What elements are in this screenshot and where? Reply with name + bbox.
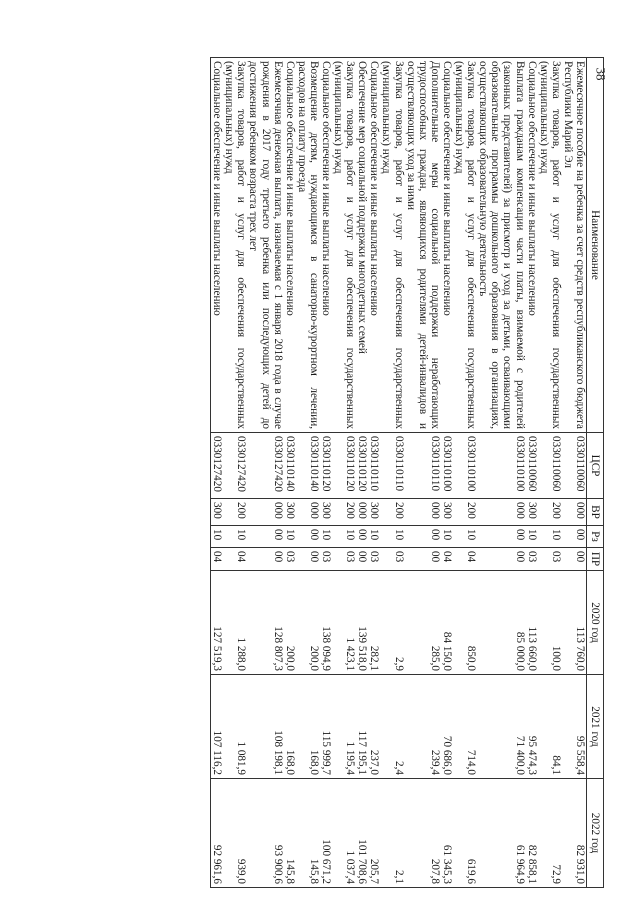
row-y2022 <box>380 779 404 888</box>
row-y2021 <box>223 675 247 779</box>
cell-y2020: 85 000,0 <box>513 631 526 671</box>
cell-pr: 03 <box>283 551 296 563</box>
cell-csr: 0330110140 <box>283 436 296 492</box>
row-y2020 <box>296 571 332 675</box>
row-y2020 <box>332 571 380 675</box>
cell-vr: 200 <box>344 502 357 519</box>
cell-rz: 00 <box>307 529 320 541</box>
cell-y2020: 138 094,9 <box>320 626 333 671</box>
row-y2022 <box>332 779 380 888</box>
cell-rz: 10 <box>465 529 478 541</box>
row-pr <box>332 548 380 571</box>
row-y2022 <box>296 779 332 888</box>
cell-csr: 0330110110 <box>392 436 405 492</box>
header-2021: 2021 год <box>587 675 604 779</box>
cell-pr: 00 <box>307 551 320 563</box>
row-vr <box>223 499 247 526</box>
table-row <box>562 58 587 888</box>
cell-pr: 03 <box>525 551 538 563</box>
row-y2020 <box>211 571 224 675</box>
cell-y2022: 205,7 <box>368 858 381 884</box>
cell-csr: 0330127420 <box>271 436 284 492</box>
table-header-row <box>587 58 604 888</box>
cell-y2022: 619,6 <box>465 858 478 884</box>
row-name <box>247 58 295 433</box>
row-y2020 <box>223 571 247 675</box>
row-name: Закупка товаров, работ и услуг для обеспечения государственных (муниципальных) нужд <box>223 58 247 433</box>
row-y2021 <box>247 675 295 779</box>
row-y2020 <box>453 571 477 675</box>
row-rz <box>405 526 453 548</box>
cell-vr: 000 <box>271 502 284 519</box>
row-name-line: Социальное обеспечение и иные выплаты населению <box>368 61 381 316</box>
table-row <box>223 58 247 888</box>
cell-y2020: 200,0 <box>307 645 320 671</box>
cell-vr: 200 <box>549 502 562 519</box>
cell-vr: 300 <box>368 502 381 519</box>
header-rz: Рз <box>587 526 604 548</box>
cell-vr: 300 <box>320 502 333 519</box>
cell-pr: 00 <box>428 551 441 563</box>
row-rz <box>211 526 224 548</box>
cell-csr: 0330110100 <box>440 436 453 492</box>
row-name-line: Ежемесячная денежная выплата, назначаемая с 1 января 2018 года в случае рождения в 2017 году третьего ребенка или последующих детей до достижения ребенком возраста трех лет <box>247 61 284 429</box>
row-csr <box>562 433 587 499</box>
row-y2021 <box>477 675 537 779</box>
cell-pr: 04 <box>440 551 453 563</box>
row-name <box>477 58 537 433</box>
cell-pr: 03 <box>344 551 357 563</box>
row-name-line: Закупка товаров, работ и услуг для обеспечения государственных (муниципальных) нужд <box>332 61 357 429</box>
cell-y2022: 61 345,3 <box>440 844 453 884</box>
row-vr <box>332 499 380 526</box>
header-2020: 2020 год <box>587 571 604 675</box>
row-name: Закупка товаров, работ и услуг для обеспечения государственных (муниципальных) нужд <box>538 58 562 433</box>
cell-y2022: 145,8 <box>307 858 320 884</box>
cell-rz: 10 <box>392 529 405 541</box>
row-name-line: Социальное обеспечение и иные выплаты населению <box>525 61 538 316</box>
row-rz <box>538 526 562 548</box>
row-y2020 <box>247 571 295 675</box>
row-y2020 <box>405 571 453 675</box>
header-csr: ЦСР <box>587 433 604 499</box>
row-vr <box>453 499 477 526</box>
cell-y2022: 939,0 <box>235 858 248 884</box>
cell-pr: 00 <box>513 551 526 563</box>
table-row <box>538 58 562 888</box>
cell-rz: 10 <box>549 529 562 541</box>
row-y2021 <box>211 675 224 779</box>
row-rz <box>332 526 380 548</box>
cell-y2020: 200,0 <box>283 645 296 671</box>
row-y2022 <box>405 779 453 888</box>
row-name-line: Дополнительные меры социальной поддержки неработающих трудоспособных граждан, являющихся родителями детей-инвалидов и осуществляющих уход за ними <box>404 61 441 429</box>
row-y2022 <box>477 779 537 888</box>
row-name <box>332 58 380 433</box>
cell-y2021: 237,0 <box>368 749 381 775</box>
row-y2020 <box>380 571 404 675</box>
row-csr <box>380 433 404 499</box>
cell-y2020: 127 519,3 <box>211 626 224 671</box>
row-name: Социальное обеспечение и иные выплаты населению <box>211 58 224 433</box>
row-rz <box>477 526 537 548</box>
cell-y2020: 1 288,0 <box>235 637 248 671</box>
cell-y2022: 72,9 <box>549 864 562 884</box>
cell-y2021: 1 081,9 <box>235 741 248 775</box>
cell-csr: 0330127420 <box>211 436 224 492</box>
row-pr <box>211 548 224 571</box>
row-csr <box>477 433 537 499</box>
cell-y2022: 92 961,6 <box>211 844 224 884</box>
row-name <box>296 58 332 433</box>
cell-y2021: 115 999,7 <box>320 730 333 775</box>
cell-rz: 10 <box>440 529 453 541</box>
cell-vr: 000 <box>307 502 320 519</box>
row-name-line: Обеспечение мер социальной поддержки многодетных семей <box>356 61 369 354</box>
row-pr <box>477 548 537 571</box>
cell-rz: 10 <box>368 529 381 541</box>
cell-pr: 03 <box>549 551 562 563</box>
cell-pr: 04 <box>211 551 224 563</box>
cell-csr: 0330110120 <box>356 436 369 492</box>
cell-y2021: 70 686,0 <box>440 735 453 775</box>
cell-y2021: 84,1 <box>549 755 562 775</box>
cell-y2022: 61 964,9 <box>513 844 526 884</box>
row-csr <box>538 433 562 499</box>
row-vr <box>296 499 332 526</box>
cell-y2022: 207,8 <box>428 858 441 884</box>
cell-y2022: 100 671,2 <box>320 839 333 884</box>
cell-vr: 200 <box>465 502 478 519</box>
cell-vr: 000 <box>513 502 526 519</box>
row-rz <box>247 526 295 548</box>
cell-rz: 10 <box>525 529 538 541</box>
cell-y2020: 113 760,0 <box>574 626 586 671</box>
cell-pr: 04 <box>235 551 248 563</box>
row-csr <box>453 433 477 499</box>
cell-y2022: 101 708,6 <box>356 839 369 884</box>
row-csr <box>211 433 224 499</box>
table-row <box>332 58 380 888</box>
row-y2021 <box>538 675 562 779</box>
cell-rz: 10 <box>344 529 357 541</box>
cell-y2021: 239,4 <box>428 749 441 775</box>
row-name: Ежемесячное пособие на ребенка за счет средств республиканского бюджета Республики Марий Эл <box>562 58 587 433</box>
row-y2022 <box>211 779 224 888</box>
cell-y2021: 714,0 <box>465 749 478 775</box>
cell-csr: 0330110140 <box>307 436 320 492</box>
row-y2021 <box>562 675 587 779</box>
cell-y2022: 145,8 <box>283 858 296 884</box>
row-vr <box>247 499 295 526</box>
row-name-line: Выплата гражданам компенсации части платы, взимаемой с родителей (законных представителей) за присмотр и уход за детьми, осваивающими образовательные программы дошкольного образования в организациях, осуществляющих образовательную деятельность <box>477 61 526 429</box>
cell-y2022: 82 931,0 <box>574 844 586 884</box>
cell-y2021: 95 474,3 <box>525 735 538 775</box>
cell-y2022: 93 900,6 <box>271 844 284 884</box>
row-name-line: Социальное обеспечение и иные выплаты населению <box>320 61 333 316</box>
cell-y2021: 71 400,0 <box>513 735 526 775</box>
row-pr <box>296 548 332 571</box>
cell-vr: 300 <box>211 502 224 519</box>
cell-pr: 03 <box>320 551 333 563</box>
row-rz <box>223 526 247 548</box>
row-y2022 <box>538 779 562 888</box>
row-y2020 <box>477 571 537 675</box>
row-name: Закупка товаров, работ и услуг для обеспечения государственных (муниципальных) нужд <box>380 58 404 433</box>
cell-csr: 0330110120 <box>320 436 333 492</box>
table-row <box>296 58 332 888</box>
cell-pr: 03 <box>392 551 405 563</box>
row-name <box>405 58 453 433</box>
cell-y2021: 2,4 <box>392 761 405 775</box>
cell-vr: 300 <box>283 502 296 519</box>
row-pr <box>223 548 247 571</box>
row-name: Закупка товаров, работ и услуг для обеспечения государственных (муниципальных) нужд <box>453 58 477 433</box>
row-vr <box>477 499 537 526</box>
cell-rz: 00 <box>356 529 369 541</box>
row-name-line: Возмещение детям, нуждающимся в санаторно-курортном лечении, расходов на оплату проезда <box>295 61 320 429</box>
cell-rz: 00 <box>574 529 586 541</box>
cell-csr: 0330110060 <box>525 436 538 492</box>
cell-vr: 200 <box>392 502 405 519</box>
row-csr <box>296 433 332 499</box>
row-y2022 <box>223 779 247 888</box>
cell-csr: 0330110100 <box>513 436 526 492</box>
cell-y2020: 84 150,0 <box>440 631 453 671</box>
row-y2021 <box>405 675 453 779</box>
rotated-page <box>59 57 604 887</box>
row-pr <box>405 548 453 571</box>
cell-y2022: 1 037,4 <box>344 850 357 884</box>
cell-y2020: 100,0 <box>549 645 562 671</box>
page-number: 38 <box>593 67 609 81</box>
header-2022: 2022 год <box>587 779 604 888</box>
row-vr <box>405 499 453 526</box>
row-rz <box>562 526 587 548</box>
row-vr <box>211 499 224 526</box>
cell-csr: 0330110100 <box>465 436 478 492</box>
cell-vr: 300 <box>440 502 453 519</box>
cell-y2020: 285,0 <box>428 645 441 671</box>
cell-vr: 000 <box>428 502 441 519</box>
cell-csr: 0330127420 <box>235 436 248 492</box>
header-vr: ВР <box>587 499 604 526</box>
cell-rz: 00 <box>513 529 526 541</box>
cell-rz: 10 <box>283 529 296 541</box>
row-csr <box>247 433 295 499</box>
cell-y2021: 108 198,1 <box>271 730 284 775</box>
cell-rz: 10 <box>320 529 333 541</box>
cell-csr: 0330110060 <box>549 436 562 492</box>
row-csr <box>332 433 380 499</box>
row-pr <box>380 548 404 571</box>
cell-rz: 10 <box>235 529 248 541</box>
cell-vr: 000 <box>356 502 369 519</box>
row-y2022 <box>562 779 587 888</box>
row-pr <box>453 548 477 571</box>
cell-vr: 200 <box>235 502 248 519</box>
row-vr <box>562 499 587 526</box>
cell-y2020: 850,0 <box>465 645 478 671</box>
row-y2021 <box>453 675 477 779</box>
cell-rz: 00 <box>428 529 441 541</box>
row-y2022 <box>247 779 295 888</box>
table-row <box>211 58 224 888</box>
row-rz <box>380 526 404 548</box>
cell-pr: 03 <box>368 551 381 563</box>
table-row <box>405 58 453 888</box>
row-vr <box>380 499 404 526</box>
cell-y2021: 107 116,2 <box>211 730 224 775</box>
cell-pr: 00 <box>356 551 369 563</box>
cell-y2022: 82 858,1 <box>525 844 538 884</box>
row-pr <box>538 548 562 571</box>
cell-rz: 00 <box>271 529 284 541</box>
table-row <box>477 58 537 888</box>
cell-y2020: 2,9 <box>392 657 405 671</box>
row-pr <box>247 548 295 571</box>
cell-y2020: 139 518,0 <box>356 626 369 671</box>
cell-rz: 10 <box>211 529 224 541</box>
row-csr <box>405 433 453 499</box>
row-y2022 <box>453 779 477 888</box>
cell-y2020: 1 423,1 <box>344 637 357 671</box>
row-y2020 <box>538 571 562 675</box>
table-row <box>247 58 295 888</box>
cell-y2021: 168,0 <box>283 749 296 775</box>
cell-y2021: 95 558,4 <box>574 735 586 775</box>
row-rz <box>296 526 332 548</box>
row-y2020 <box>562 571 587 675</box>
cell-csr: 0330110060 <box>574 436 586 492</box>
cell-y2022: 2,1 <box>392 870 405 884</box>
row-y2021 <box>296 675 332 779</box>
table-row <box>380 58 404 888</box>
cell-y2020: 113 660,0 <box>525 626 538 671</box>
budget-table <box>210 57 604 888</box>
row-pr <box>562 548 587 571</box>
cell-vr: 000 <box>574 502 586 519</box>
cell-pr: 00 <box>271 551 284 563</box>
cell-y2020: 128 807,3 <box>271 626 284 671</box>
header-name: Наименование <box>587 58 604 433</box>
cell-y2021: 1 195,4 <box>344 741 357 775</box>
cell-y2020: 282,1 <box>368 645 381 671</box>
cell-vr: 300 <box>525 502 538 519</box>
header-pr: ПР <box>587 548 604 571</box>
row-y2021 <box>332 675 380 779</box>
cell-csr: 0330110110 <box>428 436 441 492</box>
cell-csr: 0330110110 <box>368 436 381 492</box>
row-name-line: Социальное обеспечение и иные выплаты населению <box>440 61 453 316</box>
cell-y2021: 117 195,1 <box>356 730 369 775</box>
cell-pr: 04 <box>465 551 478 563</box>
row-rz <box>453 526 477 548</box>
row-csr <box>223 433 247 499</box>
table-row <box>453 58 477 888</box>
row-y2021 <box>380 675 404 779</box>
cell-pr: 00 <box>574 551 586 563</box>
row-vr <box>538 499 562 526</box>
cell-y2021: 168,0 <box>307 749 320 775</box>
cell-csr: 0330110120 <box>344 436 357 492</box>
row-name-line: Социальное обеспечение и иные выплаты населению <box>283 61 296 316</box>
